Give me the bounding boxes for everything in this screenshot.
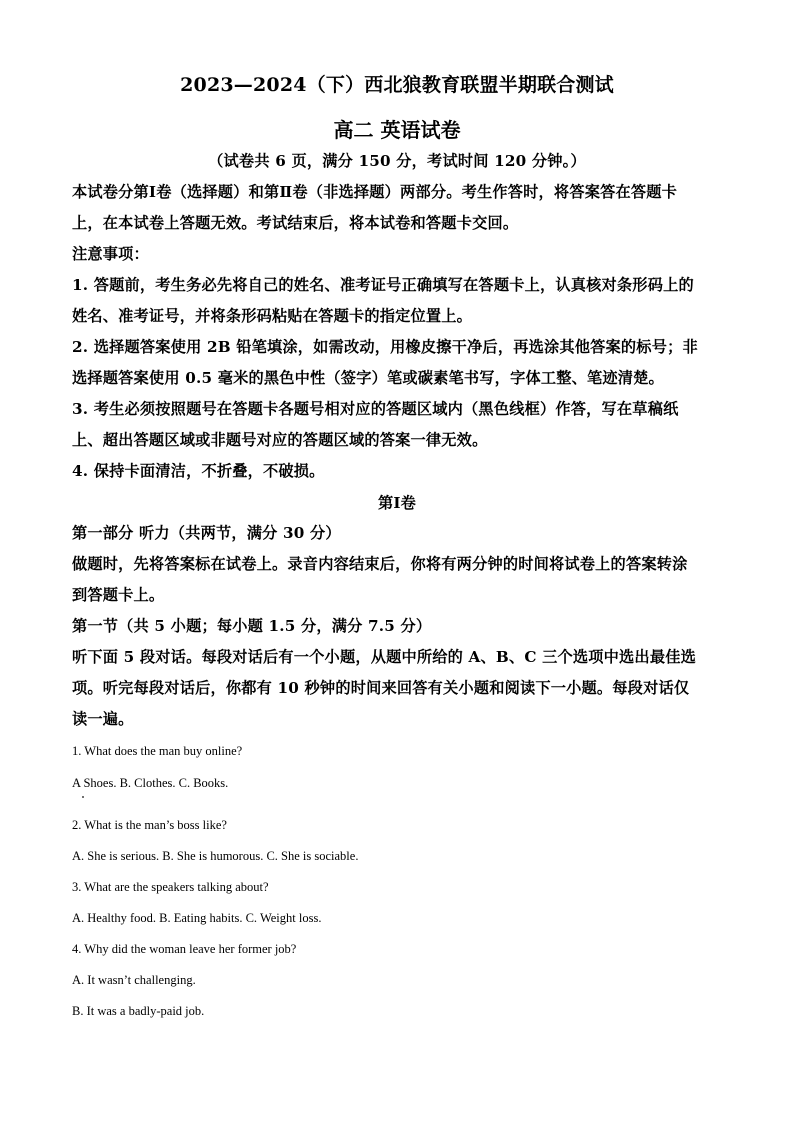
note-3-line-1: 3. 考生必须按照题号在答题卡各题号相对应的答题区域内（黑色线框）作答，写在草稿纸: [72, 400, 679, 418]
question-3: 3. What are the speakers talking about?: [72, 880, 269, 894]
note-2-line-1: 2. 选择题答案使用 2B 铅笔填涂，如需改动，用橡皮擦干净后，再选涂其他答案的标号；非: [72, 338, 698, 356]
note-4: 4. 保持卡面清洁，不折叠，不破损。: [72, 462, 325, 480]
section1-line-2: 项。听完每段对话后，你都有 10 秒钟的时间来回答有关小题和阅读下一小题。每段对话仅: [72, 679, 690, 697]
note-2-line-2: 选择题答案使用 0.5 毫米的黑色中性（签字）笔或碳素笔书写，字体工整、笔迹清楚。: [72, 369, 664, 387]
intro-line-2: 上，在本试卷上答题无效。考试结束后，将本试卷和答题卡交回。: [72, 214, 519, 232]
part1-heading: 第一部分 听力（共两节，满分 30 分）: [72, 524, 341, 542]
question-3-options: A. Healthy food. B. Eating habits. C. Weight loss.: [72, 911, 322, 925]
stray-dot: [82, 796, 84, 798]
part1-instr-line-2: 到答题卡上。: [72, 586, 165, 604]
question-4-option-b: B. It was a badly-paid job.: [72, 1004, 205, 1018]
note-1-line-2: 姓名、准考证号，并将条形码粘贴在答题卡的指定位置上。: [72, 307, 473, 325]
question-2: 2. What is the man’s boss like?: [72, 818, 227, 832]
question-4: 4. Why did the woman leave her former job?: [72, 942, 297, 956]
section1-line-1: 听下面 5 段对话。每段对话后有一个小题，从题中所给的 A、B、C 三个选项中选出最佳选: [72, 648, 696, 666]
notes-heading: 注意事项：: [72, 245, 149, 263]
question-2-options: A. She is serious. B. She is humorous. C. She is sociable.: [72, 849, 359, 863]
intro-line-1: 本试卷分第Ⅰ卷（选择题）和第Ⅱ卷（非选择题）两部分。考生作答时，将答案答在答题卡: [72, 183, 678, 201]
question-1: 1. What does the man buy online?: [72, 744, 243, 758]
volume-label: 第Ⅰ卷: [377, 494, 417, 512]
exam-info: （试卷共 6 页，满分 150 分，考试时间 120 分钟。）: [208, 152, 586, 170]
section1-line-3: 读一遍。: [72, 710, 134, 728]
section1-heading: 第一节（共 5 小题；每小题 1.5 分，满分 7.5 分）: [72, 617, 432, 635]
exam-subtitle: 高二 英语试卷: [333, 118, 461, 142]
question-1-options: A Shoes. B. Clothes. C. Books.: [72, 776, 229, 790]
note-3-line-2: 上、超出答题区域或非题号对应的答题区域的答案一律无效。: [72, 431, 488, 449]
question-4-option-a: A. It wasn’t challenging.: [72, 973, 196, 987]
part1-instr-line-1: 做题时，先将答案标在试卷上。录音内容结束后，你将有两分钟的时间将试卷上的答案转涂: [72, 555, 688, 573]
exam-title: 2023—2024（下）西北狼教育联盟半期联合测试: [180, 74, 614, 96]
note-1-line-1: 1. 答题前，考生务必先将自己的姓名、准考证号正确填写在答题卡上，认真核对条形码上的: [72, 276, 694, 294]
